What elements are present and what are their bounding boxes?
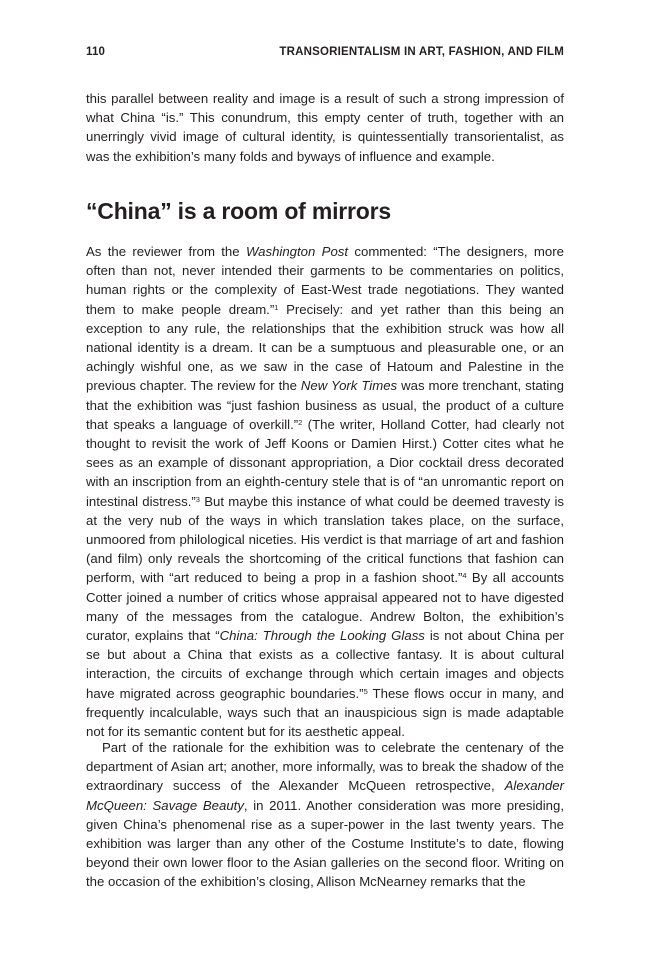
text-run: (The writer, Holland Cotter, had clearly not thought to revisit the work of Jeff Koons or Damien Hirst.) Cotter cites what he sees as an example of dissonant appropriation, a Dior cocktail dress decorated with an inscription from an eighth-century stele that is of “an unromantic report on intestinal distress.”	[86, 416, 564, 509]
italic-publication-title: Washington Post	[245, 244, 349, 259]
paragraph-reviews	[86, 242, 564, 741]
text-run: is not about China per se but about a China that exists as a collective fantasy. It is about cultural interaction, the circuits of exchange through which certain images and objects have migrated across geographic boundaries.”	[86, 628, 565, 701]
paragraph-text: this parallel between reality and image is a result of such a strong impression of what China “is.” This conundrum, this empty center of truth, together with an unerringly vivid image of cultural identity, is quintessentially transorientalist, as was the exhibition’s many folds and byways of influence and example.	[86, 91, 564, 164]
footnote-marker[interactable]: 4	[462, 571, 467, 581]
footnote-marker[interactable]: 3	[195, 494, 200, 504]
text-run: As the reviewer from the	[86, 244, 246, 259]
footnote-marker[interactable]: 5	[363, 686, 368, 696]
text-run: Part of the rationale for the exhibition was to celebrate the centenary of the department of Asian art; another, more informally, was to break the shadow of the extraordinary success of the Alexander McQueen retrospective,	[86, 740, 564, 794]
footnote-marker[interactable]: 2	[298, 417, 303, 427]
italic-exhibition-title: China: Through the Looking Glass	[219, 628, 425, 644]
footnote-marker[interactable]: 1	[274, 302, 279, 312]
text-run: commented: “The designers, more often than not, never intended their garments to be commentaries on politics, human rights or the complexity of East-West trade negotiations. They wanted them to make people dream.”	[86, 244, 564, 317]
text-run: was more trenchant, stating that the exhibition was “just fashion business as usual, the product of a culture that speaks a language of overkill.”	[86, 378, 565, 432]
running-header	[86, 43, 564, 61]
text-run: , in 2011. Another consideration was more presiding, given China’s phenomenal rise as a super-power in the last twenty years. The exhibition was larger than any other of the Costume Institute’s to date, flowing beyond their own lower floor to the Asian galleries on the second floor. Writing on the occasion of the exhibition’s closing, Allison McNearney remarks that the	[86, 797, 564, 890]
page-number: 110	[86, 46, 106, 58]
book-title: TRANSORIENTALISM IN ART, FASHION, AND FILM	[279, 46, 564, 58]
text-run: By all accounts Cotter joined a number of critics whose appraisal appeared not to have digested many of the messages from the catalogue. Andrew Bolton, the exhibition’s curator, explains that “	[86, 570, 564, 644]
italic-publication-title: New York Times	[300, 378, 398, 394]
section-heading: “China” is a room of mirrors	[86, 198, 391, 224]
paragraph-continuation	[86, 89, 564, 166]
text-run: But maybe this instance of what could be deemed travesty is at the very nub of the ways in which translation takes place, on the surface, unmoored from philological niceties. His verdict is that marriage of art and fashion (and film) only reveals the shortcoming of the critical functions that fashion can perform, with “art reduced to being a prop in a fashion shoot.”	[86, 493, 565, 586]
italic-exhibition-title: Alexander McQueen: Savage Beauty	[86, 778, 564, 813]
paragraph-rationale	[86, 738, 564, 892]
text-run: Precisely: and yet rather than this being an exception to any rule, the relationships that the exhibition struck was how all national identity is a dream. It can be a sumptuous and pleasurable one, or an achingly wishful one, as we saw in the case of Hatoum and Palestine in the previous chapter. The review for the	[86, 301, 564, 394]
text-run: These flows occur in many, and frequently incalculable, ways such that an inauspicious sign is made adaptable not for its semantic content but for its aesthetic appeal.	[86, 685, 565, 740]
